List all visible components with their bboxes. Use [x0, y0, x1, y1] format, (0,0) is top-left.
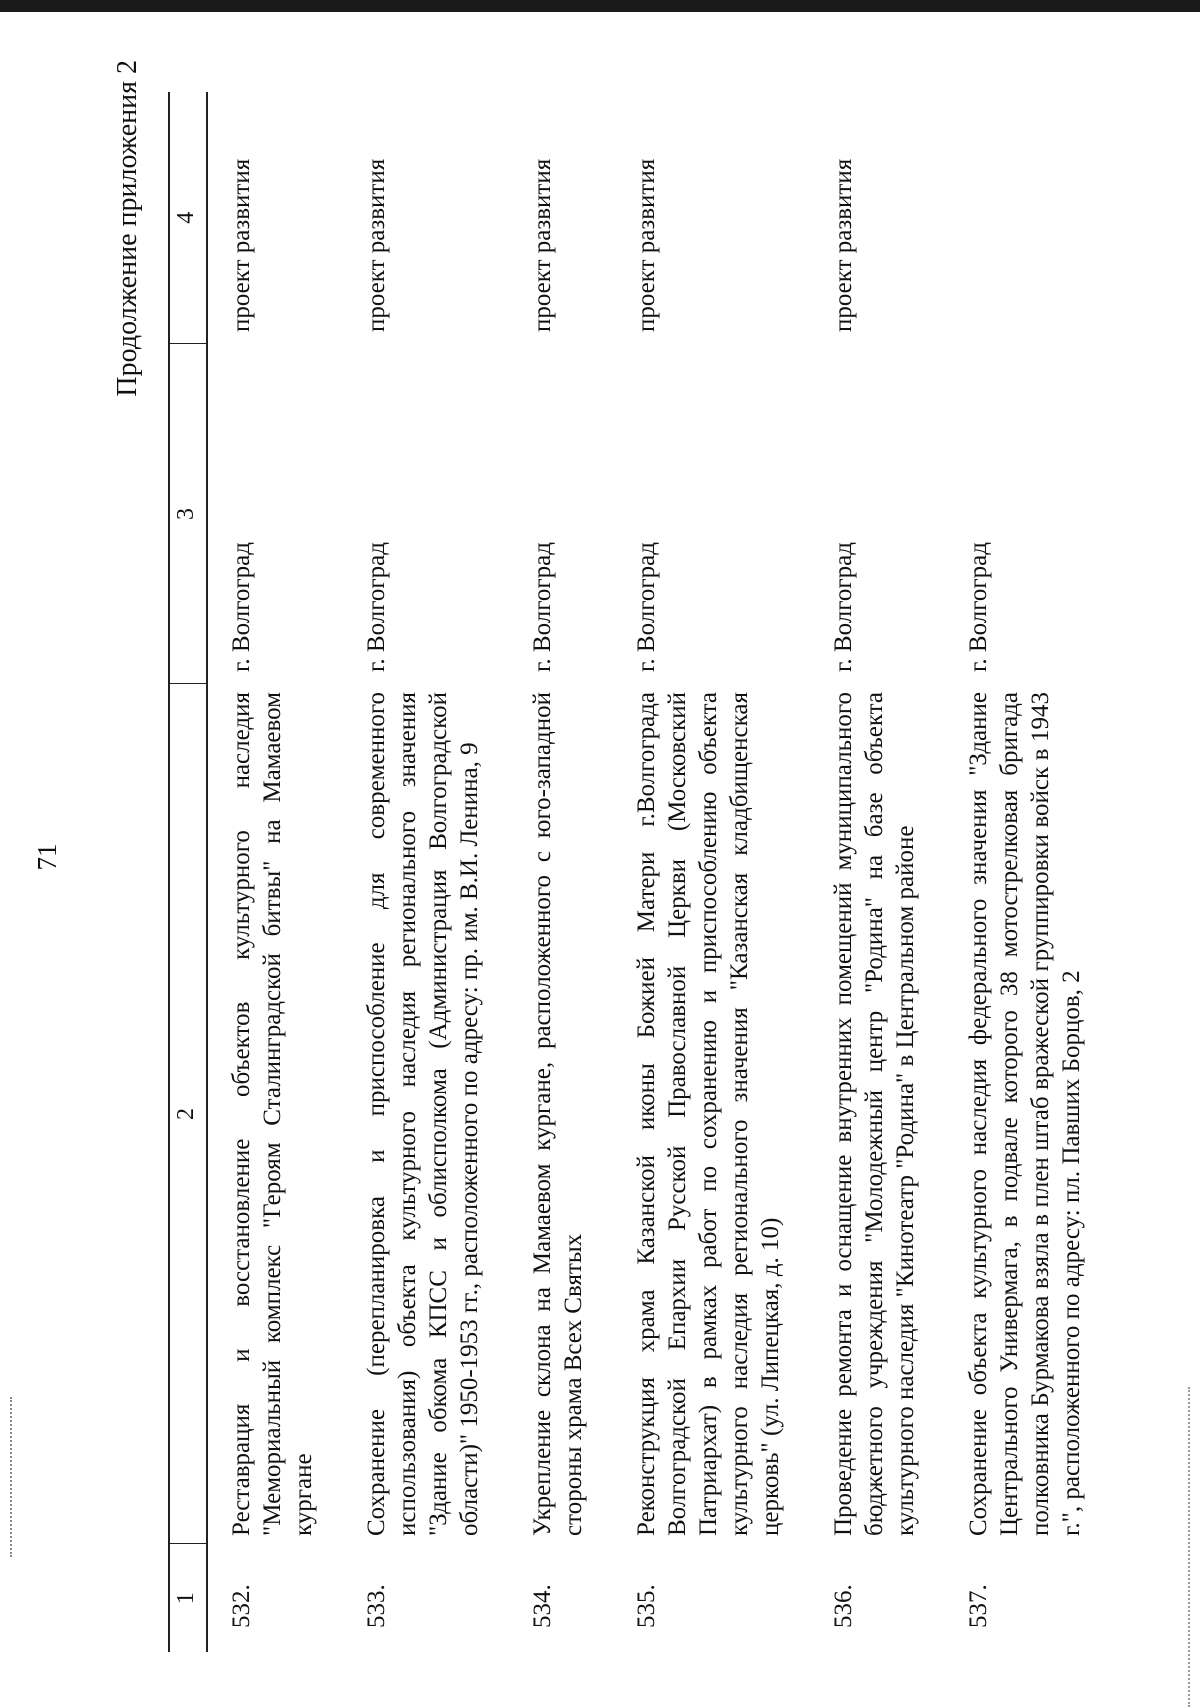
row-number: 534.: [528, 1584, 556, 1628]
row-description: Проведение ремонта и оснащение внутренних помещений муниципального бюджетного учреждения "Молодежный центр "Родина" на базе объекта культурного наследия "Кинотеатр "Родина" в Центральном районе: [829, 692, 919, 1536]
table-row: [963, 92, 1129, 1652]
table-row: [361, 92, 527, 1652]
row-number: 535.: [632, 1584, 660, 1628]
row-number: 533.: [362, 1584, 390, 1628]
row-location: г. Волгоград: [964, 542, 992, 672]
appendix-caption: Продолжение приложения 2: [112, 60, 143, 397]
row-location: г. Волгоград: [362, 542, 390, 672]
row-location: г. Волгоград: [528, 542, 556, 672]
page-number: 71: [32, 843, 62, 871]
row-program: проект развития: [528, 158, 556, 332]
row-location: г. Волгоград: [632, 542, 660, 672]
row-program: [963, 92, 1129, 344]
row-number: 536.: [829, 1584, 857, 1628]
table-row: [207, 92, 361, 1652]
row-location: г. Волгоград: [227, 542, 255, 672]
row-number: 537.: [964, 1584, 992, 1628]
table-row: [631, 92, 828, 1652]
column-header-4: 4: [169, 92, 207, 344]
row-description: Укрепление склона на Мамаевом кургане, расположенного с юго-западной стороны храма Всех Святых: [528, 692, 587, 1536]
row-description: Реконструкция храма Казанской иконы Божией Матери г.Волгограда Волгоградской Епархии Русской Православной Церкви (Московский Патриархат) в рамках работ по сохранению и приспособлению объекта культурного наследия регионального значения "Казанская кладбищенская церковь" (ул. Липецкая, д. 10): [632, 692, 784, 1536]
table-row: [828, 92, 963, 1652]
scan-artifact-top: [10, 1397, 14, 1557]
scan-artifact-bottom: [1188, 1387, 1192, 1707]
column-header-1: 1: [169, 1544, 207, 1652]
row-description: Сохранение (перепланировка и приспособление для современного использования) объекта культурного наследия регионального значения "Здание обкома КПСС и облисполкома (Администрация Волгоградской области)" 1950-1953 гг., расположенного по адресу: пр. им. В.И. Ленина, 9: [362, 692, 483, 1536]
column-header-3: 3: [169, 344, 207, 684]
row-program: проект развития: [829, 158, 857, 332]
row-description: Сохранение объекта культурного наследия федерального значения "Здание Центрального Универмага, в подвале которого 38 мотострелковая бригада полковника Бурмакова взяла в плен штаб вражеской группировки войск в 1943 г.", расположенного по адресу: пл. Павших Борцов, 2: [964, 692, 1085, 1536]
projects-table: [168, 92, 1129, 1652]
row-program: проект развития: [632, 158, 660, 332]
table-row: [527, 92, 631, 1652]
row-program: проект развития: [227, 158, 255, 332]
row-description: Реставрация и восстановление объектов культурного наследия "Мемориальный комплекс "Героям Сталинградской битвы" на Мамаевом кургане: [227, 692, 317, 1536]
header-row: [169, 92, 207, 1652]
column-header-2: 2: [169, 684, 207, 1544]
scan-edge-shadow: [0, 0, 1200, 12]
row-number: 532.: [227, 1584, 255, 1628]
row-location: г. Волгоград: [829, 542, 857, 672]
row-program: проект развития: [362, 158, 390, 332]
